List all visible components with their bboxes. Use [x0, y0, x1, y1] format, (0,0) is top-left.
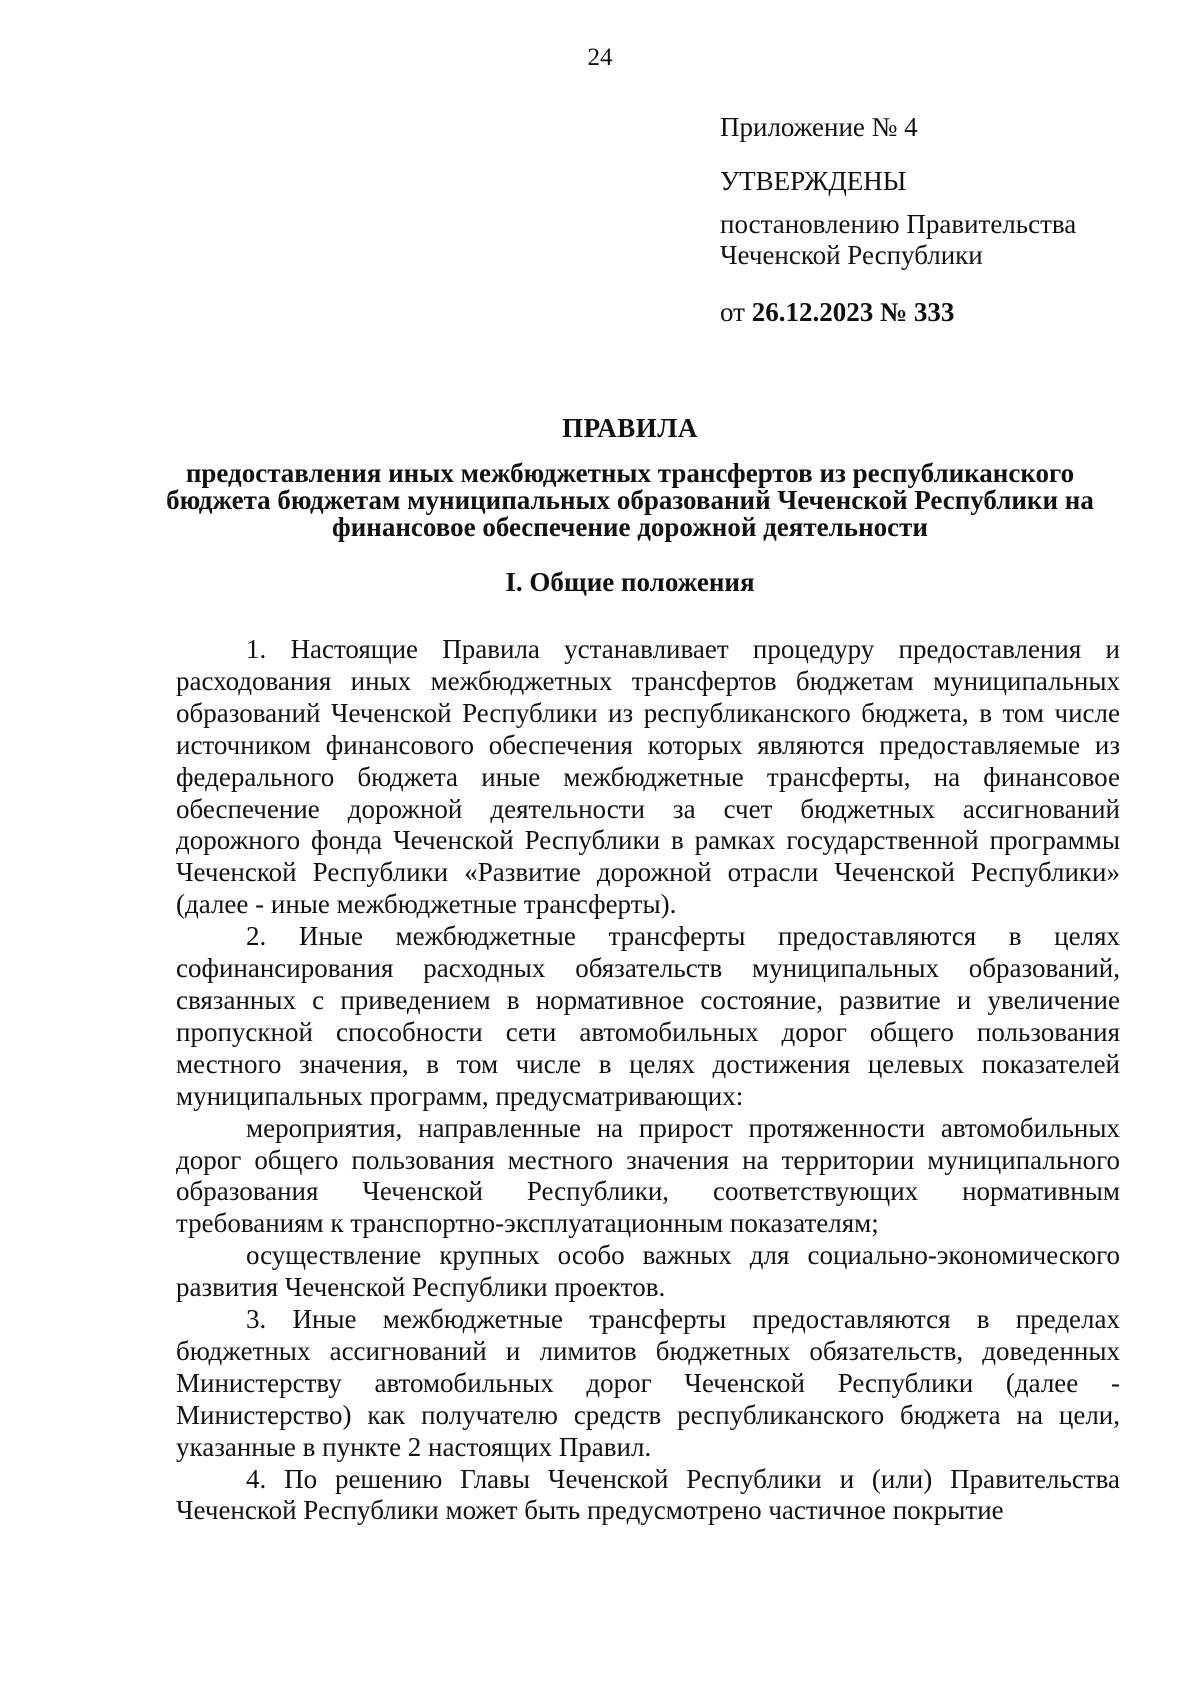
decree-date-prefix: от [720, 297, 752, 327]
section-heading: I. Общие положения [505, 567, 755, 597]
paragraph-3: 3. Иные межбюджетные трансферты предоставляются в пределах бюджетных ассигнований и лимитов бюджетных обязательств, доведенных Министерству автомобильных дорог Чеченской Республики (далее - Министерство) как получателю средств республиканского бюджета на цели, указанные в пункте 2 настоящих Правил. [176, 1304, 1120, 1462]
decree-date-number: 26.12.2023 № 333 [751, 297, 955, 327]
document-title-block [160, 412, 1100, 541]
decree-line-2: Чеченской Республики [720, 240, 983, 270]
document-body [176, 634, 1120, 1527]
approval-stamp-block [720, 112, 1160, 328]
decree-date-line [720, 297, 1160, 328]
page-number: 24 [587, 44, 613, 71]
document-subtitle: предоставления иных межбюджетных трансфертов из республиканского бюджета бюджетам муниципальных образований Чеченской Республики на финансовое обеспечение дорожной деятельности [166, 458, 1094, 542]
paragraph-1: 1. Настоящие Правила устанавливает процедуру предоставления и расходования иных межбюджетных трансфертов бюджетам муниципальных образований Чеченской Республики из республиканского бюджета, в том числе источником финансового обеспечения которых являются предоставляемые из федерального бюджета иные межбюджетные трансферты, на финансовое обеспечение дорожной деятельности за счет бюджетных ассигнований дорожного фонда Чеченской Республики в рамках государственной программы Чеченской Республики «Развитие дорожной отрасли Чеченской Республики» (далее - иные межбюджетные трансферты). [176, 634, 1120, 920]
paragraph-4: 4. По решению Главы Чеченской Республики и (или) Правительства Чеченской Республики может быть предусмотрено частичное покрытие [176, 1463, 1120, 1526]
paragraph-2-item-1: мероприятия, направленные на прирост протяженности автомобильных дорог общего пользования местного значения на территории муниципального образования Чеченской Республики, соответствующих нормативным требованиям к транспортно-эксплуатационным показателям; [176, 1112, 1120, 1239]
appendix-label: Приложение № 4 [720, 112, 918, 142]
document-title: ПРАВИЛА [562, 413, 698, 443]
approved-label: УТВЕРЖДЕНЫ [720, 166, 907, 196]
paragraph-2: 2. Иные межбюджетные трансферты предоставляются в целях софинансирования расходных обязательств муниципальных образований, связанных с приведением в нормативное состояние, развитие и увеличение пропускной способности сети автомобильных дорог общего пользования местного значения, в том числе в целях достижения целевых показателей муниципальных программ, предусматривающих: [176, 921, 1120, 1111]
paragraph-2-item-2: осуществление крупных особо важных для социально-экономического развития Чеченской Республики проектов. [176, 1240, 1120, 1303]
decree-line-1: постановлению Правительства [720, 209, 1077, 239]
